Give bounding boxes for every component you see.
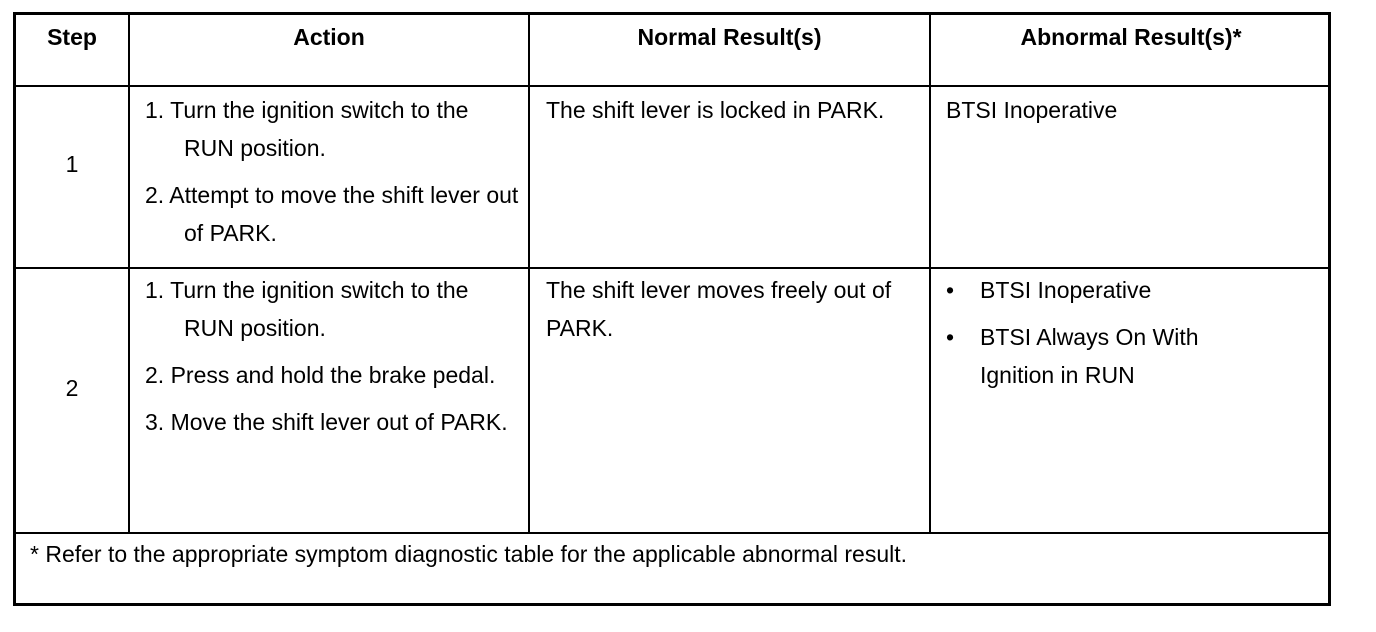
normal-result-cell: The shift lever moves freely out of PARK. [546,277,892,341]
column-divider [929,15,931,534]
abnormal-result-cell [946,271,1316,403]
action-item: 2. Press and hold the brake pedal. [145,362,496,388]
step-number: 1 [65,151,79,177]
row-divider [16,267,1328,269]
action-cell [145,91,520,261]
diagnostic-table [13,12,1331,606]
action-cell [145,271,520,450]
bullet-item: • BTSI Inoperative [946,271,1316,309]
header-normal-results: Normal Result(s) [637,24,822,50]
footnote-divider [16,532,1328,534]
bullet-icon: • [946,277,955,303]
abnormal-result-cell: BTSI Inoperative [946,97,1118,123]
header-step: Step [47,24,97,50]
column-divider [528,15,530,534]
step-number: 2 [65,375,79,401]
header-action: Action [293,24,365,50]
action-item: 3. Move the shift lever out of PARK. [145,409,508,435]
bullet-icon: • [946,324,955,350]
header-divider [16,85,1328,87]
header-abnormal-results: Abnormal Result(s)* [1020,24,1242,50]
action-item: 1. Turn the ignition switch to the RUN position. [145,277,469,341]
action-item: 1. Turn the ignition switch to the RUN position. [145,97,469,161]
normal-result-cell: The shift lever is locked in PARK. [546,97,885,123]
bullet-item: • BTSI Always On With Ignition in RUN [946,318,1316,394]
action-item: 2. Attempt to move the shift lever out of PARK. [145,182,519,246]
column-divider [128,15,130,534]
footnote: * Refer to the appropriate symptom diagnostic table for the applicable abnormal result. [30,541,908,567]
